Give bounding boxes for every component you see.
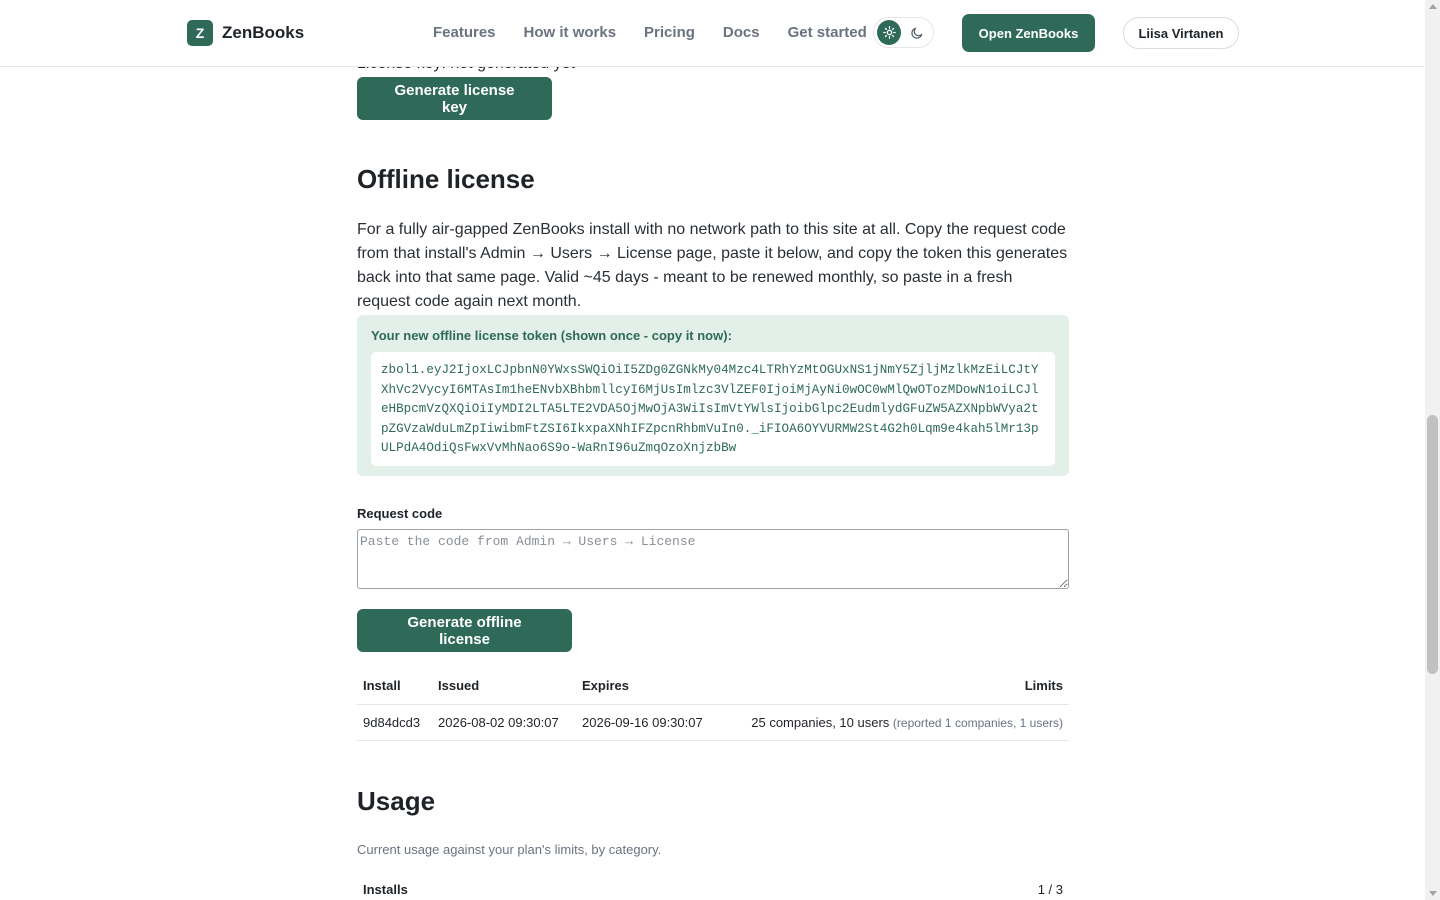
- offline-token-panel: [357, 315, 1069, 476]
- page-scrollbar[interactable]: [1425, 0, 1440, 900]
- reported-usage: (reported 1 companies, 1 users): [892, 715, 1063, 730]
- scrollbar-thumb[interactable]: [1427, 415, 1438, 674]
- cell-issued: 2026-08-02 09:30:07: [432, 704, 576, 740]
- sun-icon[interactable]: [877, 20, 901, 45]
- theme-toggle: [873, 17, 934, 48]
- scroll-down-arrow-icon[interactable]: [1429, 891, 1437, 896]
- table-header-row: [357, 668, 1069, 704]
- generate-license-key-button[interactable]: Generate license key: [357, 77, 552, 120]
- scroll-up-arrow-icon[interactable]: [1429, 4, 1437, 9]
- open-zenbooks-button[interactable]: Open ZenBooks: [962, 14, 1095, 52]
- column-install: Install: [357, 668, 432, 704]
- generate-offline-license-button[interactable]: Generate offline license: [357, 609, 572, 652]
- usage-label: Installs: [363, 882, 408, 897]
- offline-license-description: For a fully air-gapped ZenBooks install with no network path to this site at all. Copy the request code from that install's Admin → Users → License page, paste it below, and copy the token this generates back into that same page. Valid ~45 days - meant to be renewed monthly, so paste in a fresh request code again next month.: [357, 221, 1068, 310]
- user-menu-button[interactable]: Liisa Virtanen: [1123, 17, 1239, 49]
- nav-how-it-works[interactable]: How it works: [523, 24, 617, 41]
- column-expires: Expires: [576, 668, 726, 704]
- brand-logo: Z: [187, 20, 213, 46]
- cell-install: 9d84dcd3: [357, 704, 432, 740]
- limits-value: 25 companies, 10 users: [751, 714, 890, 730]
- main-nav: [433, 24, 895, 41]
- cell-limits: [726, 704, 1069, 740]
- cell-expires: 2026-09-16 09:30:07: [576, 704, 726, 740]
- nav-features[interactable]: Features: [433, 24, 496, 41]
- nav-pricing[interactable]: Pricing: [644, 24, 695, 41]
- offline-token-value[interactable]: zbol1.eyJ2IjoxLCJpbnN0YWxsSWQiOiI5ZDg0ZGNkMy04Mzc4LTRhYzMtOGUxNS1jNmY5ZjljMzlkMzEiLCJtYXhVc2VycyI6MTAsIm1heENvbXBhbmllcyI6MjUsImlzc3VlZEF0IjoiMjAyNi0wOC0wMlQwOTozMDowN1oiLCJleHBpcmVzQXQiOiIyMDI2LTA5LTE2VDA5OjMwOjA3WiIsImVtYWlsIjoibGlpc2EudmlydGFuZW5AZXNpbWVya2tpZGVzaWduLmZpIiwibmFtZSI6IkxpaXNhIFZpcnRhbmVuIn0._iFIOA6OYVURMW2St4G2h0Lqm9e4kah5lMr13pULPdA4OdiQsFwxVvMhNao6S9o-WaRnI96uZmqOzoXnjzbBw: [371, 352, 1055, 466]
- usage-description: Current usage against your plan's limits, by category.: [357, 842, 662, 857]
- column-issued: Issued: [432, 668, 576, 704]
- brand-name: ZenBooks: [222, 23, 305, 42]
- moon-icon[interactable]: [905, 20, 929, 45]
- nav-get-started[interactable]: Get started: [787, 24, 867, 41]
- request-code-label: Request code: [357, 506, 443, 521]
- offline-license-heading: Offline license: [357, 164, 535, 194]
- token-label: Your new offline license token (shown once - copy it now):: [371, 328, 732, 343]
- brand[interactable]: [187, 20, 304, 46]
- table-row: [357, 704, 1069, 740]
- nav-docs[interactable]: Docs: [722, 24, 760, 41]
- usage-value: 1 / 3: [1037, 882, 1063, 897]
- top-navigation-bar: [0, 0, 1425, 67]
- offline-licenses-table: [357, 668, 1069, 741]
- column-limits: Limits: [726, 668, 1069, 704]
- usage-heading: Usage: [357, 786, 436, 816]
- request-code-input[interactable]: [357, 529, 1069, 589]
